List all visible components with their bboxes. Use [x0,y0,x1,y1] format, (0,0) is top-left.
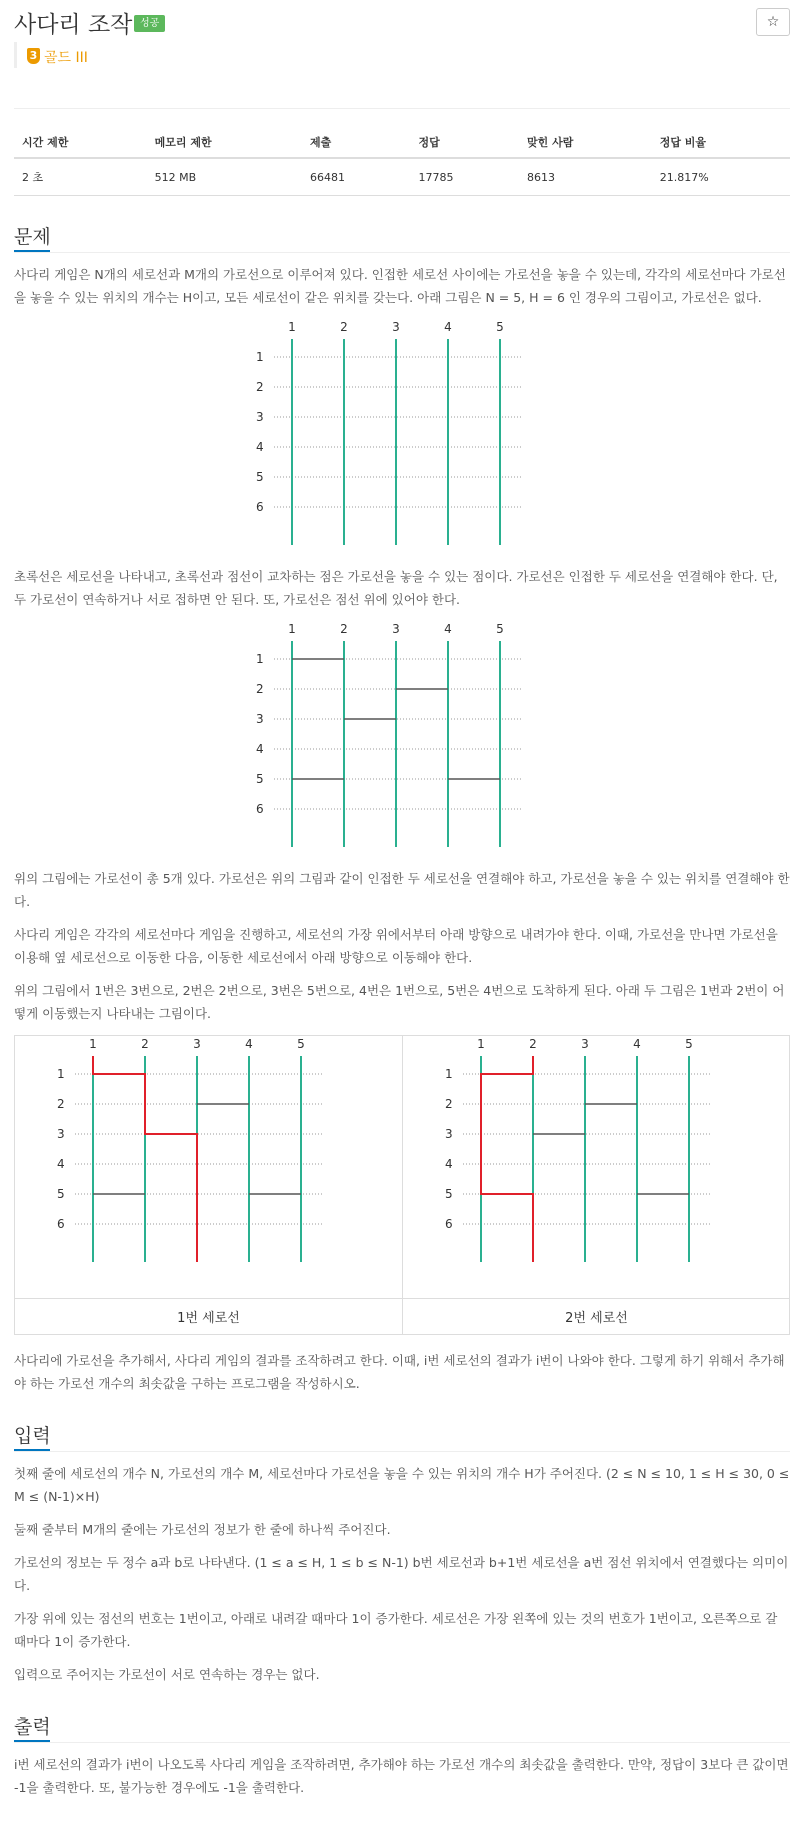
problem-title: 사다리 조작 [14,12,133,38]
ladder-svg-path-1 [15,1036,402,1294]
column-label: 3 [392,320,400,334]
row-label: 5 [256,470,264,484]
section-divider [14,1451,790,1452]
column-label: 1 [89,1037,97,1051]
path-column-2 [403,1036,790,1334]
header-solvers: 맞힌 사람 [519,127,652,158]
row-label: 6 [445,1217,453,1231]
tier-label[interactable]: 골드 III [44,50,88,66]
ladder-svg-path-2 [403,1036,790,1294]
column-label: 4 [245,1037,253,1051]
path-column-1 [15,1036,403,1334]
row-label: 3 [256,712,264,726]
input-paragraph-3: 가로선의 정보는 두 정수 a과 b로 나타낸다. (1 ≤ a ≤ H, 1 ≤ b ≤ N-1) b번 세로선과 b+1번 세로선을 a번 점선 위치에서 연결했다는 의미이다. [14,1555,789,1593]
row-label: 1 [256,652,264,666]
input-paragraph-2: 둘째 줄부터 M개의 줄에는 가로선의 정보가 한 줄에 하나씩 주어진다. [14,1522,391,1537]
ladder-svg-rungs [252,621,552,857]
tier-bar [14,42,17,68]
row-label: 2 [445,1097,453,1111]
row-label: 1 [256,350,264,364]
column-label: 2 [340,320,348,334]
header-accepted: 정답 [411,127,520,158]
row-label: 6 [256,500,264,514]
problem-paragraph-1: 사다리 게임은 N개의 세로선과 M개의 가로선으로 이루어져 있다. 인접한 세로선 사이에는 가로선을 놓을 수 있는데, 각각의 세로선마다 가로선을 놓을 수 있는 위치의 개수는 H이고, 모든 세로선이 같은 위치를 갖는다. 아래 그림은 N = 5, H = 6 인 경우의 그림이고, 가로선은 없다. [14,267,786,305]
column-label: 3 [392,622,400,636]
column-label: 1 [288,320,296,334]
path-caption-2: 2번 세로선 [403,1298,790,1334]
column-label: 5 [496,320,504,334]
row-label: 2 [57,1097,65,1111]
problem-paragraph-5: 위의 그림에서 1번은 3번으로, 2번은 2번으로, 3번은 5번으로, 4번은 1번으로, 5번은 4번으로 도착하게 된다. 아래 두 그림은 1번과 2번이 어떻게 이동했는지 나타내는 그림이다. [14,983,785,1021]
tier-row [14,40,790,74]
section-title-problem: 문제 [14,226,51,248]
column-label: 1 [288,622,296,636]
header-ratio: 정답 비율 [652,127,790,158]
column-label: 3 [581,1037,589,1051]
section-divider [14,252,790,253]
value-memory-limit: 512 MB [147,158,302,196]
row-label: 3 [445,1127,453,1141]
tier-icon: 3 [27,48,40,64]
header-memory-limit: 메모리 제한 [147,127,302,158]
problem-paragraph-4: 사다리 게임은 각각의 세로선마다 게임을 진행하고, 세로선의 가장 위에서부터 아래 방향으로 내려가야 한다. 이때, 가로선을 만나면 가로선을 이용해 옆 세로선으로 이동한 다음, 이동한 세로선에서 아래 방향으로 이동해야 한다. [14,927,778,965]
column-label: 5 [685,1037,693,1051]
column-label: 5 [297,1037,305,1051]
problem-info-table [14,127,790,196]
row-label: 6 [57,1217,65,1231]
row-label: 4 [256,742,264,756]
input-paragraph-1: 첫째 줄에 세로선의 개수 N, 가로선의 개수 M, 세로선마다 가로선을 놓을 수 있는 위치의 개수 H가 주어진다. (2 ≤ N ≤ 10, 1 ≤ H ≤ 30, 0 ≤ M ≤ (N-1)×H) [14,1466,790,1504]
value-time-limit: 2 초 [14,158,147,196]
row-label: 2 [256,380,264,394]
row-label: 3 [256,410,264,424]
value-accepted[interactable]: 17785 [411,158,520,196]
path-line [481,1056,533,1262]
favorite-star-button[interactable]: ☆ [756,8,790,36]
row-label: 2 [256,682,264,696]
column-label: 2 [141,1037,149,1051]
value-ratio: 21.817% [652,158,790,196]
problem-paragraph-6: 사다리에 가로선을 추가해서, 사다리 게임의 결과를 조작하려고 한다. 이때, i번 세로선의 결과가 i번이 나와야 한다. 그렇게 하기 위해서 추가해야 하는 가로선 개수의 최솟값을 구하는 프로그램을 작성하시오. [14,1353,785,1391]
row-label: 1 [57,1067,65,1081]
ladder-svg-empty [252,319,552,555]
input-paragraph-5: 입력으로 주어지는 가로선이 서로 연속하는 경우는 없다. [14,1667,320,1682]
table-row [14,158,790,196]
row-label: 5 [256,772,264,786]
section-title-output: 출력 [14,1716,51,1738]
row-label: 5 [445,1187,453,1201]
column-label: 2 [340,622,348,636]
value-submissions[interactable]: 66481 [302,158,411,196]
header-time-limit: 시간 제한 [14,127,147,158]
input-paragraph-4: 가장 위에 있는 점선의 번호는 1번이고, 아래로 내려갈 때마다 1이 증가한다. 세로선은 가장 왼쪽에 있는 것의 번호가 1번이고, 오른쪽으로 갈 때마다 1이 증가한다. [14,1611,778,1649]
column-label: 1 [477,1037,485,1051]
column-label: 5 [496,622,504,636]
column-label: 4 [444,320,452,334]
problem-paragraph-3: 위의 그림에는 가로선이 총 5개 있다. 가로선은 위의 그림과 같이 인접한 두 세로선을 연결해야 하고, 가로선을 놓을 수 있는 위치를 연결해야 한다. [14,871,790,909]
output-paragraph-1: i번 세로선의 결과가 i번이 나오도록 사다리 게임을 조작하려면, 추가해야 하는 가로선 개수의 최솟값을 출력한다. 만약, 정답이 3보다 큰 값이면 -1을 출력한다. 또, 불가능한 경우에도 -1을 출력한다. [14,1757,789,1795]
value-solvers[interactable]: 8613 [519,158,652,196]
column-label: 4 [444,622,452,636]
path-caption-1: 1번 세로선 [15,1298,402,1334]
header-submissions: 제출 [302,127,411,158]
path-comparison [14,1035,790,1335]
row-label: 4 [57,1157,65,1171]
ladder-figure-rungs [252,621,552,857]
row-label: 4 [256,440,264,454]
divider [14,108,790,109]
section-title-input: 입력 [14,1425,51,1447]
status-badge: 성공 [134,15,165,32]
column-label: 4 [633,1037,641,1051]
row-label: 1 [445,1067,453,1081]
row-label: 3 [57,1127,65,1141]
row-label: 6 [256,802,264,816]
row-label: 4 [445,1157,453,1171]
ladder-figure-empty [252,319,552,555]
problem-paragraph-2: 초록선은 세로선을 나타내고, 초록선과 점선이 교차하는 점은 가로선을 놓을 수 있는 점이다. 가로선은 인접한 두 세로선을 연결해야 한다. 단, 두 가로선이 연속하거나 서로 접하면 안 된다. 또, 가로선은 점선 위에 있어야 한다. [14,569,778,607]
row-label: 5 [57,1187,65,1201]
column-label: 3 [193,1037,201,1051]
column-label: 2 [529,1037,537,1051]
section-divider [14,1742,790,1743]
